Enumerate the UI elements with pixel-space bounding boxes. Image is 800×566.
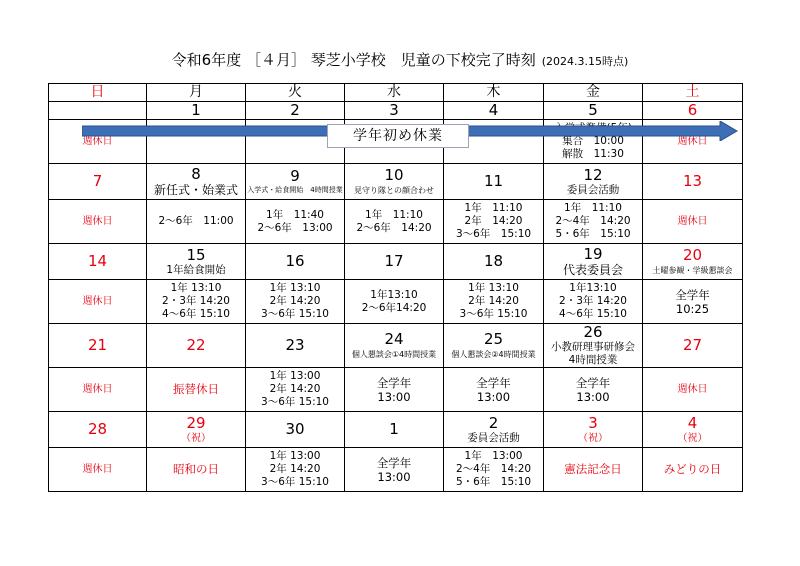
dismissal-time-text: 憲法記念日 (564, 462, 622, 476)
date-number: 27 (682, 336, 703, 354)
date-cell-sat (643, 102, 743, 120)
dismissal-time-row (49, 368, 743, 412)
date-number: 20 (682, 245, 703, 264)
title-as-of: (2024.3.15時点) (541, 55, 629, 68)
dismissal-time-text: 13:00 (576, 389, 610, 404)
date-cell-thu (444, 244, 544, 280)
date-number: 26 (583, 323, 603, 341)
dismissal-time-text: 解散 11:30 (562, 148, 624, 160)
date-number: 24 (384, 329, 404, 348)
date-number: 6 (687, 101, 698, 119)
dismissal-time-text: 3〜6年 15:10 (261, 396, 329, 408)
dismissal-time-text: 週休日 (82, 296, 113, 307)
dismissal-time-text: 1年 11:10 (464, 202, 523, 214)
date-cell-sat (643, 412, 743, 448)
time-cell-mon (147, 368, 246, 412)
dismissal-time-text: 2〜6年14:20 (361, 301, 427, 314)
time-cell-sat (643, 280, 743, 324)
date-cell-mon (147, 164, 246, 200)
dismissal-time-text: 2年 14:20 (468, 295, 519, 307)
date-event-text: 小教研理事研修会 (551, 341, 635, 353)
time-cell-fri (544, 368, 643, 412)
dismissal-time-text: 週休日 (82, 136, 113, 147)
dismissal-time-text: 全学年 (675, 287, 710, 302)
dismissal-time-text: 週休日 (677, 136, 708, 147)
dismissal-time-text: 昭和の日 (173, 462, 219, 476)
time-cell-fri (544, 200, 643, 244)
date-event-text: 新任式・始業式 (153, 182, 238, 197)
date-event-text: 個人懇談会②4時間授業 (451, 349, 536, 359)
dismissal-time-text: 全学年 (376, 455, 412, 470)
time-cell-wed (345, 368, 444, 412)
dismissal-time-text: 1年13:10 (370, 288, 418, 301)
dismissal-time-text: 3〜6年 15:10 (459, 308, 528, 320)
dismissal-time-text: 2年 14:20 (269, 463, 321, 475)
time-cell-wed (345, 200, 444, 244)
dismissal-time-text: 週休日 (82, 216, 113, 227)
date-cell-wed (345, 102, 444, 120)
dismissal-time-text: 2〜6年 14:20 (356, 221, 432, 234)
date-number: 3 (588, 413, 598, 432)
time-cell-tue (246, 200, 345, 244)
date-event-text: 委員会活動 (566, 183, 620, 196)
date-number: 8 (191, 164, 201, 183)
dismissal-time-text: 2年 14:20 (269, 383, 321, 395)
date-number: 23 (285, 336, 305, 354)
date-event-text: 見守り隊との顔合わせ (354, 185, 434, 195)
date-number: 28 (87, 420, 108, 438)
date-number: 17 (384, 252, 404, 270)
dismissal-time-text: 1年 13:00 (269, 450, 321, 462)
date-cell-thu (444, 102, 544, 120)
date-cell-sun (49, 102, 147, 120)
date-cell-wed (345, 244, 444, 280)
time-cell-sat (643, 200, 743, 244)
date-cell-wed (345, 324, 444, 368)
date-number: 1 (389, 420, 399, 438)
date-number: 30 (285, 420, 305, 438)
date-event-text: 代表委員会 (562, 262, 623, 277)
date-number: 15 (186, 245, 206, 264)
date-number: 2 (488, 413, 499, 432)
date-number: 22 (186, 336, 206, 354)
dismissal-time-text: みどりの日 (663, 462, 722, 476)
date-number: 14 (87, 252, 108, 270)
date-event-text: 土曜参観・学級懇談会 (652, 265, 733, 275)
dismissal-time-text: 2〜4年 14:20 (555, 215, 631, 227)
dismissal-time-text: 2年 14:20 (464, 215, 523, 227)
dismissal-time-text: 2・3年 14:20 (559, 295, 627, 307)
dismissal-time-text: 2・3年 14:20 (162, 295, 230, 307)
date-cell-mon (147, 102, 246, 120)
date-number: 3 (389, 101, 399, 119)
dismissal-time-text: 2〜4年 14:20 (455, 463, 532, 475)
date-row (49, 164, 743, 200)
time-cell-tue (246, 448, 345, 492)
date-number: 4 (687, 413, 698, 432)
time-cell-sat (643, 368, 743, 412)
time-cell-mon (147, 200, 246, 244)
dismissal-time-text: 1年 13:10 (468, 282, 519, 294)
date-event-text: 1年給食開始 (166, 263, 226, 276)
weekday-friday: 金 (544, 84, 643, 102)
weekday-wednesday: 水 (345, 84, 444, 102)
date-number: 19 (583, 244, 603, 263)
date-cell-fri (544, 244, 643, 280)
date-cell-tue (246, 324, 345, 368)
date-cell-mon (147, 324, 246, 368)
closure-banner-label: 学年初め休業 (327, 124, 469, 148)
time-cell-sun (49, 448, 147, 492)
date-number: 29 (186, 413, 206, 432)
date-cell-tue (246, 412, 345, 448)
dismissal-time-text: 1年 11:10 (365, 208, 423, 221)
date-cell-mon (147, 412, 246, 448)
date-number: 21 (87, 336, 108, 354)
date-cell-sat (643, 244, 743, 280)
dismissal-time-row (49, 280, 743, 324)
weekday-header-row (49, 84, 743, 102)
date-row (49, 324, 743, 368)
date-cell-thu (444, 164, 544, 200)
date-number: 13 (682, 172, 703, 190)
date-cell-tue (246, 164, 345, 200)
time-cell-wed (345, 280, 444, 324)
time-cell-fri (544, 280, 643, 324)
time-cell-tue (246, 280, 345, 324)
dismissal-time-text: 5・6年 15:10 (455, 476, 532, 488)
date-cell-mon (147, 244, 246, 280)
date-cell-sun (49, 324, 147, 368)
weekday-saturday: 土 (643, 84, 743, 102)
date-cell-fri (544, 324, 643, 368)
date-cell-fri (544, 412, 643, 448)
date-cell-wed (345, 164, 444, 200)
dismissal-time-text: 1年 13:00 (464, 450, 523, 462)
weekday-thursday: 木 (444, 84, 544, 102)
dismissal-time-text: 全学年 (376, 375, 412, 390)
date-number: 2 (290, 101, 300, 119)
dismissal-time-text: 1年 11:10 (564, 202, 622, 214)
dismissal-time-row (49, 200, 743, 244)
dismissal-time-text: 13:00 (476, 389, 511, 404)
page-title (0, 49, 800, 70)
weekday-tuesday: 火 (246, 84, 345, 102)
date-row (49, 102, 743, 120)
date-cell-tue (246, 244, 345, 280)
date-cell-fri (544, 164, 643, 200)
date-number: 5 (588, 101, 598, 119)
dismissal-time-text: 1年 13:10 (170, 282, 222, 294)
date-event-text: （祝） (578, 432, 608, 444)
date-event-text: （祝） (181, 432, 211, 444)
date-cell-sat (643, 164, 743, 200)
dismissal-time-text: 13:00 (377, 469, 411, 484)
time-cell-sun (49, 200, 147, 244)
date-row (49, 412, 743, 448)
date-cell-thu (444, 412, 544, 448)
dismissal-time-text: 3〜6年 15:10 (261, 476, 329, 488)
dismissal-time-text: 10:25 (675, 301, 710, 316)
dismissal-time-text: 4〜6年 15:10 (559, 308, 627, 320)
date-event-text: 個人懇談会①4時間授業 (351, 349, 437, 359)
dismissal-time-text: 1年 13:10 (269, 282, 321, 294)
time-cell-tue (246, 368, 345, 412)
dismissal-time-row (49, 448, 743, 492)
date-number: 18 (483, 252, 504, 270)
time-cell-thu (444, 368, 544, 412)
dismissal-time-text: 3〜6年 15:10 (455, 228, 532, 240)
dismissal-time-text: 週休日 (82, 464, 113, 475)
date-number: 16 (285, 252, 305, 270)
dismissal-time-text: 4〜6年 15:10 (162, 308, 230, 320)
dismissal-time-text: 週休日 (82, 384, 113, 395)
time-cell-sun (49, 280, 147, 324)
dismissal-time-text: 3〜6年 15:10 (261, 308, 329, 320)
dismissal-time-text: 1年13:10 (569, 282, 617, 294)
date-event-text: 委員会活動 (467, 431, 520, 444)
date-cell-sat (643, 324, 743, 368)
date-cell-wed (345, 412, 444, 448)
dismissal-time-text: 1年 13:00 (269, 370, 321, 382)
dismissal-time-text: 13:00 (377, 389, 411, 404)
dismissal-time-text: 週休日 (677, 384, 708, 395)
weekday-sunday: 日 (49, 84, 147, 102)
date-number: 11 (483, 172, 504, 190)
date-cell-sun (49, 412, 147, 448)
dismissal-time-text: 5・6年 15:10 (555, 228, 631, 240)
date-number: 4 (488, 101, 499, 119)
time-cell-thu (444, 200, 544, 244)
dismissal-time-text: 2〜6年 11:00 (158, 215, 234, 227)
time-cell-fri (544, 448, 643, 492)
date-number: 7 (92, 172, 103, 190)
date-cell-sun (49, 244, 147, 280)
dismissal-time-text: 2年 14:20 (269, 295, 321, 307)
time-cell-thu (444, 448, 544, 492)
dismissal-time-text: 2〜6年 13:00 (257, 221, 333, 234)
dismissal-time-text: 週休日 (677, 216, 708, 227)
time-cell-mon (147, 448, 246, 492)
date-row (49, 244, 743, 280)
dismissal-time-text: 全学年 (575, 375, 611, 390)
dismissal-time-text: 1年 11:40 (266, 208, 324, 221)
time-cell-sat (643, 448, 743, 492)
time-cell-mon (147, 280, 246, 324)
date-cell-tue (246, 102, 345, 120)
dismissal-time-text: 集合 10:00 (562, 135, 624, 147)
weekday-monday: 月 (147, 84, 246, 102)
title-main: 令和6年度 ［４月］ 琴芝小学校 児童の下校完了時刻 (171, 51, 536, 69)
date-number: 10 (384, 165, 404, 184)
date-cell-sun (49, 164, 147, 200)
date-event-text: （祝） (677, 432, 708, 444)
date-number: 25 (483, 329, 504, 348)
time-cell-sun (49, 368, 147, 412)
date-event-text: 入学式・給食開始 4時間授業 (247, 186, 343, 194)
date-number: 9 (290, 167, 300, 185)
date-number: 1 (191, 101, 201, 119)
time-cell-thu (444, 280, 544, 324)
date-number: 12 (583, 165, 603, 184)
time-cell-wed (345, 448, 444, 492)
dismissal-time-text: 全学年 (476, 375, 511, 390)
date-cell-thu (444, 324, 544, 368)
date-event-text: 4時間授業 (568, 354, 618, 366)
dismissal-time-text: 振替休日 (173, 382, 219, 396)
date-cell-fri (544, 102, 643, 120)
